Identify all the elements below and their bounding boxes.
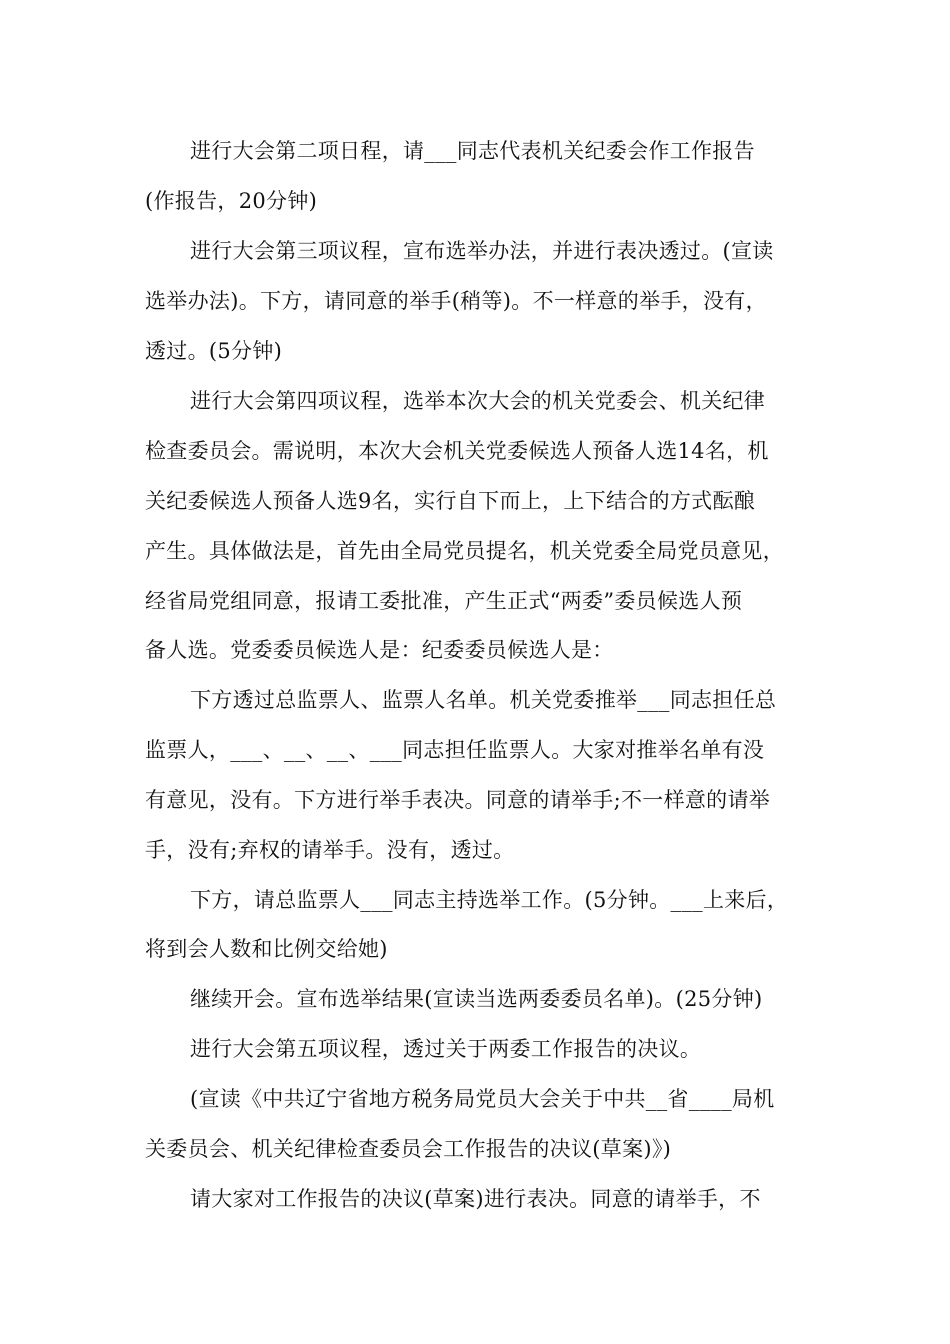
- text-line: 产生。具体做法是，首先由全局党员提名，机关党委全局党员意见，: [145, 539, 784, 563]
- text-line: 将到会人数和比例交给她): [145, 937, 388, 961]
- text-line: 下方透过总监票人、监票人名单。机关党委推举___同志担任总: [190, 688, 777, 712]
- text-line: 手，没有;弃权的请举手。没有，透过。: [145, 838, 515, 862]
- text-line: 有意见，没有。下方进行举手表决。同意的请举手;不一样意的请举: [145, 788, 771, 812]
- text-line: 选举办法)。下方，请同意的举手(稍等)。不一样意的举手，没有，: [145, 289, 767, 313]
- text-line: 备人选。党委委员候选人是：纪委委员候选人是：: [145, 638, 614, 662]
- text-line: 下方，请总监票人___同志主持选举工作。(5分钟。___上来后，: [190, 888, 789, 912]
- text-line: (作报告，20分钟): [145, 189, 318, 213]
- text-line: 进行大会第五项议程，透过关于两委工作报告的决议。: [190, 1037, 702, 1061]
- text-line: 进行大会第四项议程，选举本次大会的机关党委会、机关纪律: [190, 389, 766, 413]
- text-line: 请大家对工作报告的决议(草案)进行表决。同意的请举手，不: [190, 1187, 761, 1211]
- text-line: 进行大会第二项日程，请___同志代表机关纪委会作工作报告: [190, 139, 755, 163]
- text-line: 透过。(5分钟): [145, 339, 283, 363]
- text-line: 经省局党组同意，报请工委批准，产生正式“两委”委员候选人预: [145, 589, 743, 613]
- text-line: (宣读《中共辽宁省地方税务局党员大会关于中共__省____局机: [190, 1087, 775, 1111]
- text-line: 关委员会、机关纪律检查委员会工作报告的决议(草案)》): [145, 1137, 672, 1161]
- text-line: 监票人，___、__、__、___同志担任监票人。大家对推举名单有没: [145, 738, 765, 762]
- text-line: 继续开会。宣布选举结果(宣读当选两委委员名单)。(25分钟): [190, 987, 763, 1011]
- text-line: 关纪委候选人预备人选9名，实行自下而上，上下结合的方式酝酿: [145, 489, 756, 513]
- text-line: 进行大会第三项议程，宣布选举办法，并进行表决透过。(宣读: [190, 239, 774, 263]
- text-line: 检查委员会。需说明，本次大会机关党委候选人预备人选14名，机: [145, 439, 769, 463]
